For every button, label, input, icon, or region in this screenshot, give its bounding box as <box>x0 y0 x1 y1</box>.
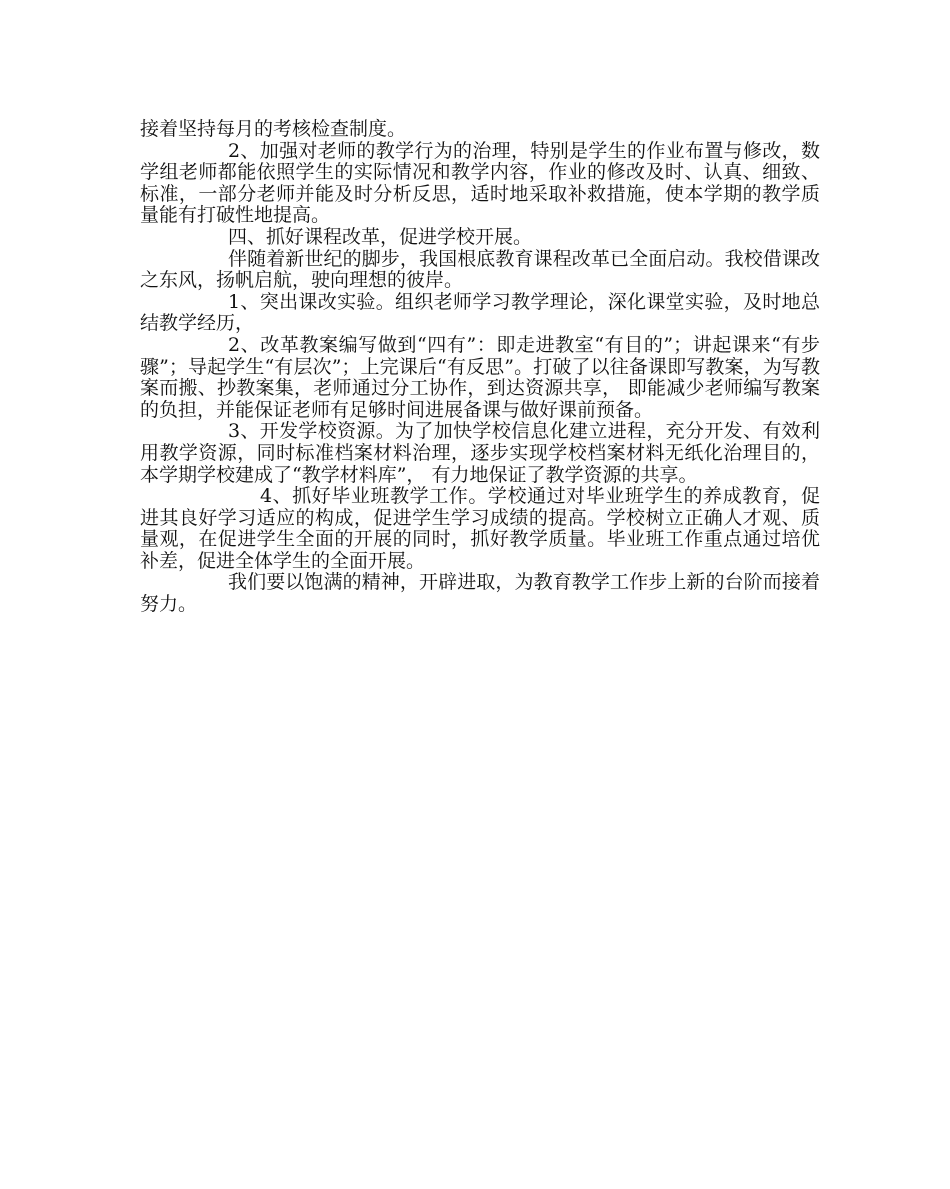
paragraph-reform-experiment: 1、突出课改实验。组织老师学习教学理论，深化课堂实验，及时地总结教学经历， <box>140 290 820 335</box>
paragraph-homework-management: 2、加强对老师的教学行为的治理，特别是学生的作业布置与修改，数学组老师都能依照学生的实际情况和教学内容，作业的修改及时、认真、细致、标准，一部分老师并能及时分析反思，适时地采取补救措施，使本学期的教学质量能有打破性地提高。 <box>140 139 820 227</box>
section-heading-curriculum-reform: 四、抓好课程改革，促进学校开展。 <box>228 225 533 248</box>
paragraph-lesson-plan-reform: 2、改革教案编写做到“四有”：即走进教室“有目的”；讲起课来“有步骤”；导起学生“有层次”；上完课后“有反思”。打破了以往备课即写教案，为写教案而搬、抄教案集，老师通过分工协作，到达资源共享， 即能减少老师编写教案的负担，并能保证老师有足够时间进展备课与做好课前预备。 <box>140 333 820 421</box>
paragraph-graduating-class: 4、抓好毕业班教学工作。学校通过对毕业班学生的养成教育，促进其良好学习适应的构成，促进学生学习成绩的提高。学校树立正确人才观、质量观，在促进学生全面的开展的同时，抓好教学质量。毕业班工作重点通过培优补差，促进全体学生的全面开展。 <box>140 485 820 572</box>
paragraph-school-resources: 3、开发学校资源。为了加快学校信息化建立进程，充分开发、有效利用教学资源，同时标准档案材料治理，逐步实现学校档案材料无纸化治理目的，本学期学校建成了“教学材料库”， 有力地保证了教学资源的共享。 <box>140 420 820 486</box>
paragraph-closing: 我们要以饱满的精神，开辟进取，为教育教学工作步上新的台阶而接着努力。 <box>140 571 820 616</box>
paragraph-continuation: 接着坚持每月的考核检查制度。 <box>140 118 407 140</box>
document-body <box>140 119 820 616</box>
paragraph-reform-intro: 伴随着新世纪的脚步，我国根底教育课程改革已全面启动。我校借课改之东风，扬帆启航，驶向理想的彼岸。 <box>140 247 820 292</box>
